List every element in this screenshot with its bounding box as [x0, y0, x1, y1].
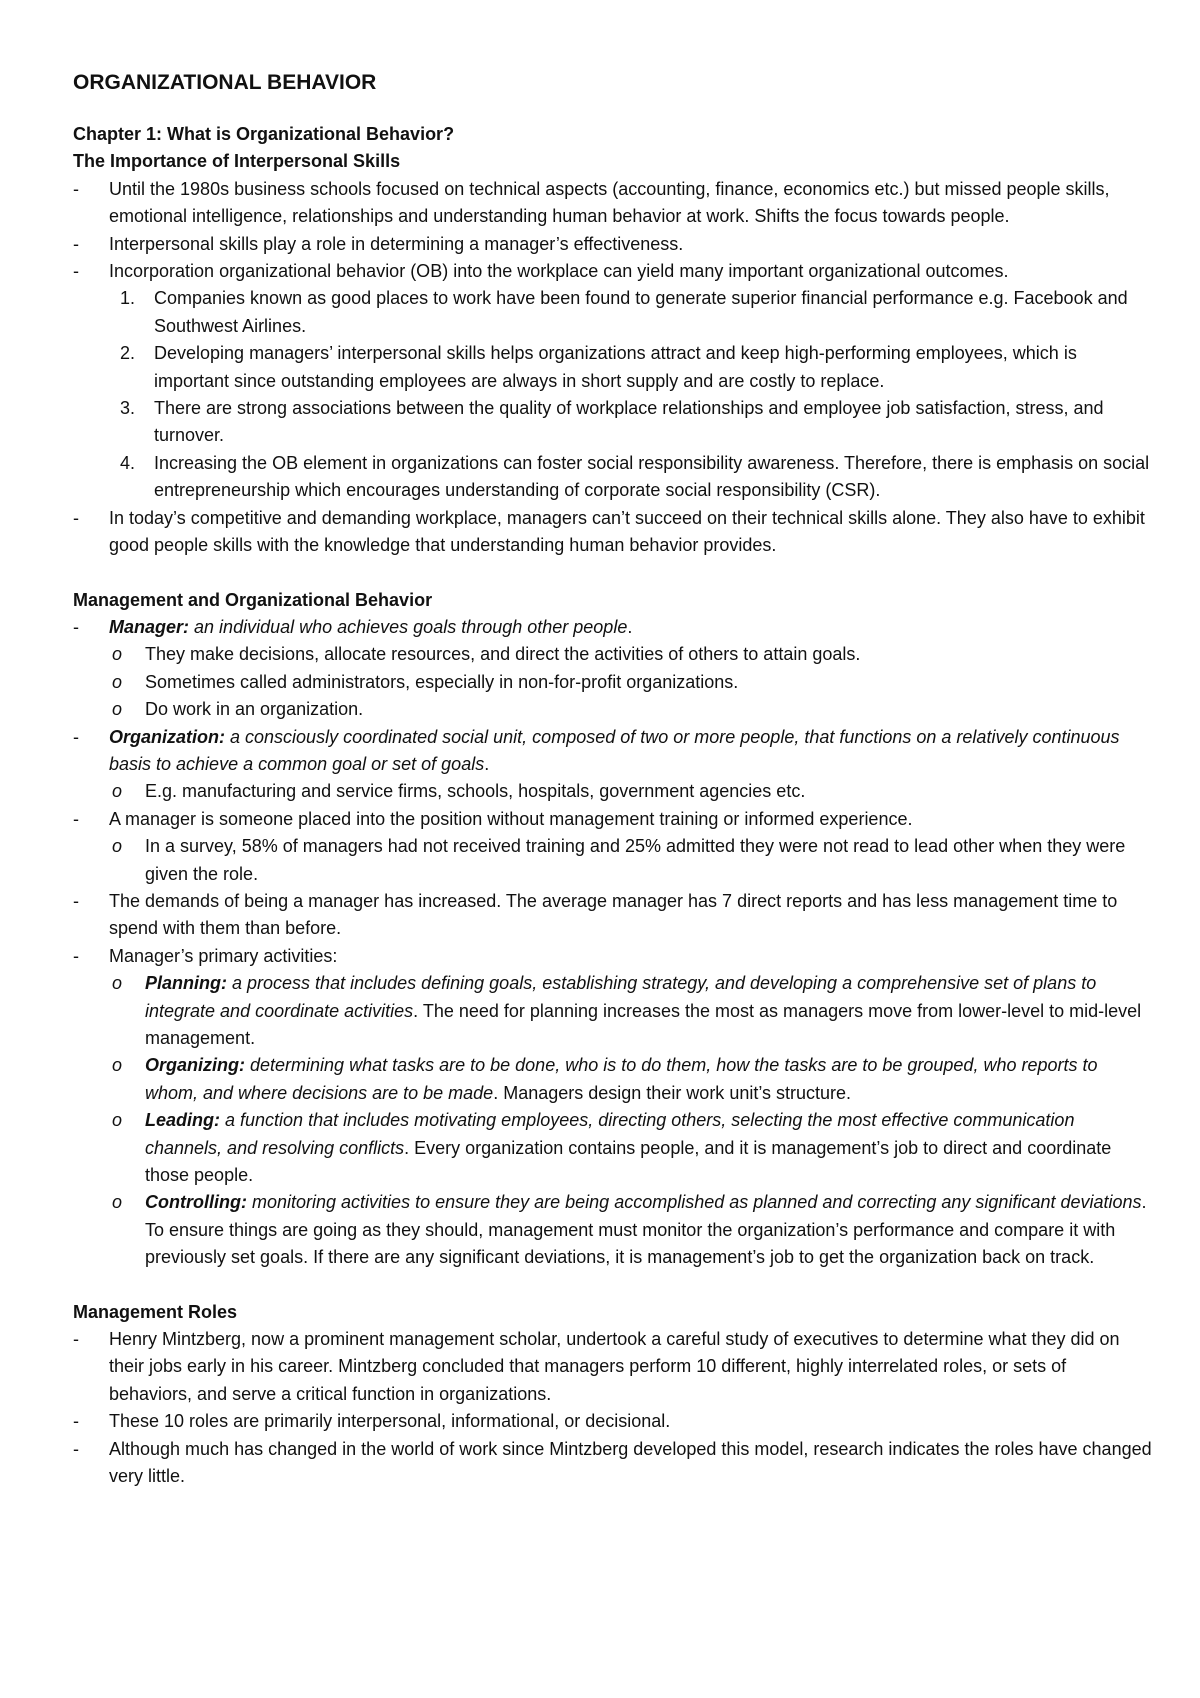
term-controlling: Controlling:	[145, 1192, 247, 1213]
bullet-item-manager-definition	[73, 614, 1153, 641]
definition-organization: a consciously coordinated social unit, composed of two or more people, that functions on a relatively continuous basis to achieve a common goal or set of goals	[109, 726, 1120, 774]
sub-bullet-marker: o	[112, 1055, 123, 1076]
bullet-item: - A manager is someone placed into the position without management training or informed experience.	[73, 806, 1153, 833]
item-text: Companies known as good places to work have been found to generate superior financial performance e.g. Facebook and Southwest Airlines.	[154, 288, 1128, 336]
document-title: ORGANIZATIONAL BEHAVIOR	[73, 71, 377, 94]
punctuation: .	[627, 616, 633, 637]
activity-description: . The need for planning increases the most as managers move from lower-level to mid-level management.	[145, 1000, 1142, 1048]
activity-description: . Managers design their work unit’s structure.	[493, 1082, 852, 1103]
activity-planning	[73, 970, 1153, 1052]
item-text: Increasing the OB element in organizations can foster social responsibility awareness. Therefore, there is emphasis on social entrepreneurship which encourages understanding of corporate social responsibility (CSR).	[154, 452, 1150, 501]
activity-controlling	[73, 1189, 1153, 1271]
section-heading-management: Management and Organizational Behavior	[73, 589, 433, 610]
term-organizing: Organizing:	[145, 1055, 245, 1076]
document-page	[73, 66, 1153, 1491]
term-manager: Manager:	[109, 616, 190, 637]
item-text: There are strong associations between the quality of workplace relationships and employee job satisfaction, stress, and turnover.	[154, 398, 1104, 446]
punctuation: .	[484, 753, 490, 774]
bullet-item: - Henry Mintzberg, now a prominent management scholar, undertook a careful study of executives to determine what they did on their jobs early in his career. Mintzberg concluded that managers perform 10 different, highly interrelated roles, or sets of behaviors, and serve a critical function in organizations.	[73, 1326, 1153, 1408]
bullet-item: - The demands of being a manager has increased. The average manager has 7 direct reports and has less management time to spend with them than before.	[73, 888, 1153, 943]
definition-leading: a function that includes motivating employees, directing others, selecting the most effective communication channels, and resolving conflicts	[145, 1110, 1075, 1158]
section-spacer	[73, 1272, 1153, 1299]
sub-bullet-marker: o	[112, 671, 123, 692]
numbered-item	[73, 395, 1153, 450]
bullet-item: - In today’s competitive and demanding workplace, managers can’t succeed on their technical skills alone. They also have to exhibit good people skills with the knowledge that understanding human behavior provides.	[73, 505, 1153, 560]
sub-bullet-text: In a survey, 58% of managers had not received training and 25% admitted they were not read to lead other when they were given the role.	[145, 836, 1126, 884]
section-heading-roles: Management Roles	[73, 1301, 238, 1322]
sub-bullet-marker: o	[112, 781, 123, 802]
bullet-item: - Incorporation organizational behavior (OB) into the workplace can yield many important organizational outcomes.	[73, 258, 1153, 285]
sub-bullet-text: They make decisions, allocate resources, and direct the activities of others to attain goals.	[145, 644, 861, 665]
activity-organizing	[73, 1052, 1153, 1107]
sub-bullet-item	[73, 778, 1153, 805]
item-number: 3.	[119, 398, 135, 419]
numbered-item	[73, 450, 1153, 505]
sub-bullet-marker: o	[112, 836, 123, 857]
sub-bullet-marker: o	[112, 1192, 123, 1213]
item-number: 4.	[119, 452, 135, 473]
sub-bullet-text: Sometimes called administrators, especially in non-for-profit organizations.	[145, 671, 739, 692]
definition-controlling: monitoring activities to ensure they are being accomplished as planned and correcting any significant deviations	[252, 1192, 1142, 1213]
sub-bullet-item	[73, 669, 1153, 696]
numbered-item	[73, 340, 1153, 395]
chapter-heading: Chapter 1: What is Organizational Behavior?	[73, 124, 455, 144]
bullet-item: - Although much has changed in the world of work since Mintzberg developed this model, research indicates the roles have changed very little.	[73, 1436, 1153, 1491]
activity-description: . To ensure things are going as they should, management must monitor the organization’s performance and compare it with previously set goals. If there are any significant deviations, it is management’s job to get the organization back on track.	[145, 1192, 1147, 1268]
section-heading-interpersonal: The Importance of Interpersonal Skills	[73, 151, 401, 172]
sub-bullet-item	[73, 641, 1153, 668]
bullet-item: - These 10 roles are primarily interpersonal, informational, or decisional.	[73, 1408, 1153, 1435]
section-spacer	[73, 560, 1153, 587]
sub-bullet-marker: o	[112, 973, 123, 994]
term-planning: Planning:	[145, 973, 227, 994]
sub-bullet-item	[73, 833, 1153, 888]
item-number: 1.	[119, 288, 135, 309]
sub-bullet-item	[73, 696, 1153, 723]
sub-bullet-marker: o	[112, 699, 123, 720]
numbered-item	[73, 285, 1153, 340]
bullet-item: - Until the 1980s business schools focused on technical aspects (accounting, finance, economics etc.) but missed people skills, emotional intelligence, relationships and understanding human behavior at work. Shifts the focus towards people.	[73, 176, 1153, 231]
sub-bullet-text: Do work in an organization.	[145, 699, 364, 720]
activity-description: . Every organization contains people, and it is management’s job to direct and coordinate those people.	[145, 1137, 1112, 1186]
bullet-item-organization-definition	[73, 724, 1153, 779]
sub-bullet-marker: o	[112, 1110, 123, 1131]
bullet-item: - Manager’s primary activities:	[73, 943, 1153, 970]
definition-planning: a process that includes defining goals, establishing strategy, and developing a comprehensive set of plans to integrate and coordinate activities	[145, 973, 1097, 1021]
activity-leading	[73, 1107, 1153, 1189]
term-organization: Organization:	[109, 726, 225, 747]
sub-bullet-text: E.g. manufacturing and service firms, schools, hospitals, government agencies etc.	[145, 781, 806, 802]
sub-bullet-marker: o	[112, 644, 123, 665]
bullet-item: - Interpersonal skills play a role in determining a manager’s effectiveness.	[73, 231, 1153, 258]
item-text: Developing managers’ interpersonal skills helps organizations attract and keep high-performing employees, which is important since outstanding employees are always in short supply and are costly to replace.	[154, 343, 1077, 391]
term-leading: Leading:	[145, 1110, 220, 1131]
item-number: 2.	[119, 343, 135, 364]
definition-organizing: determining what tasks are to be done, who is to do them, how the tasks are to be grouped, who reports to whom, and where decisions are to be made	[145, 1055, 1098, 1103]
definition-manager: an individual who achieves goals through other people	[194, 616, 628, 637]
